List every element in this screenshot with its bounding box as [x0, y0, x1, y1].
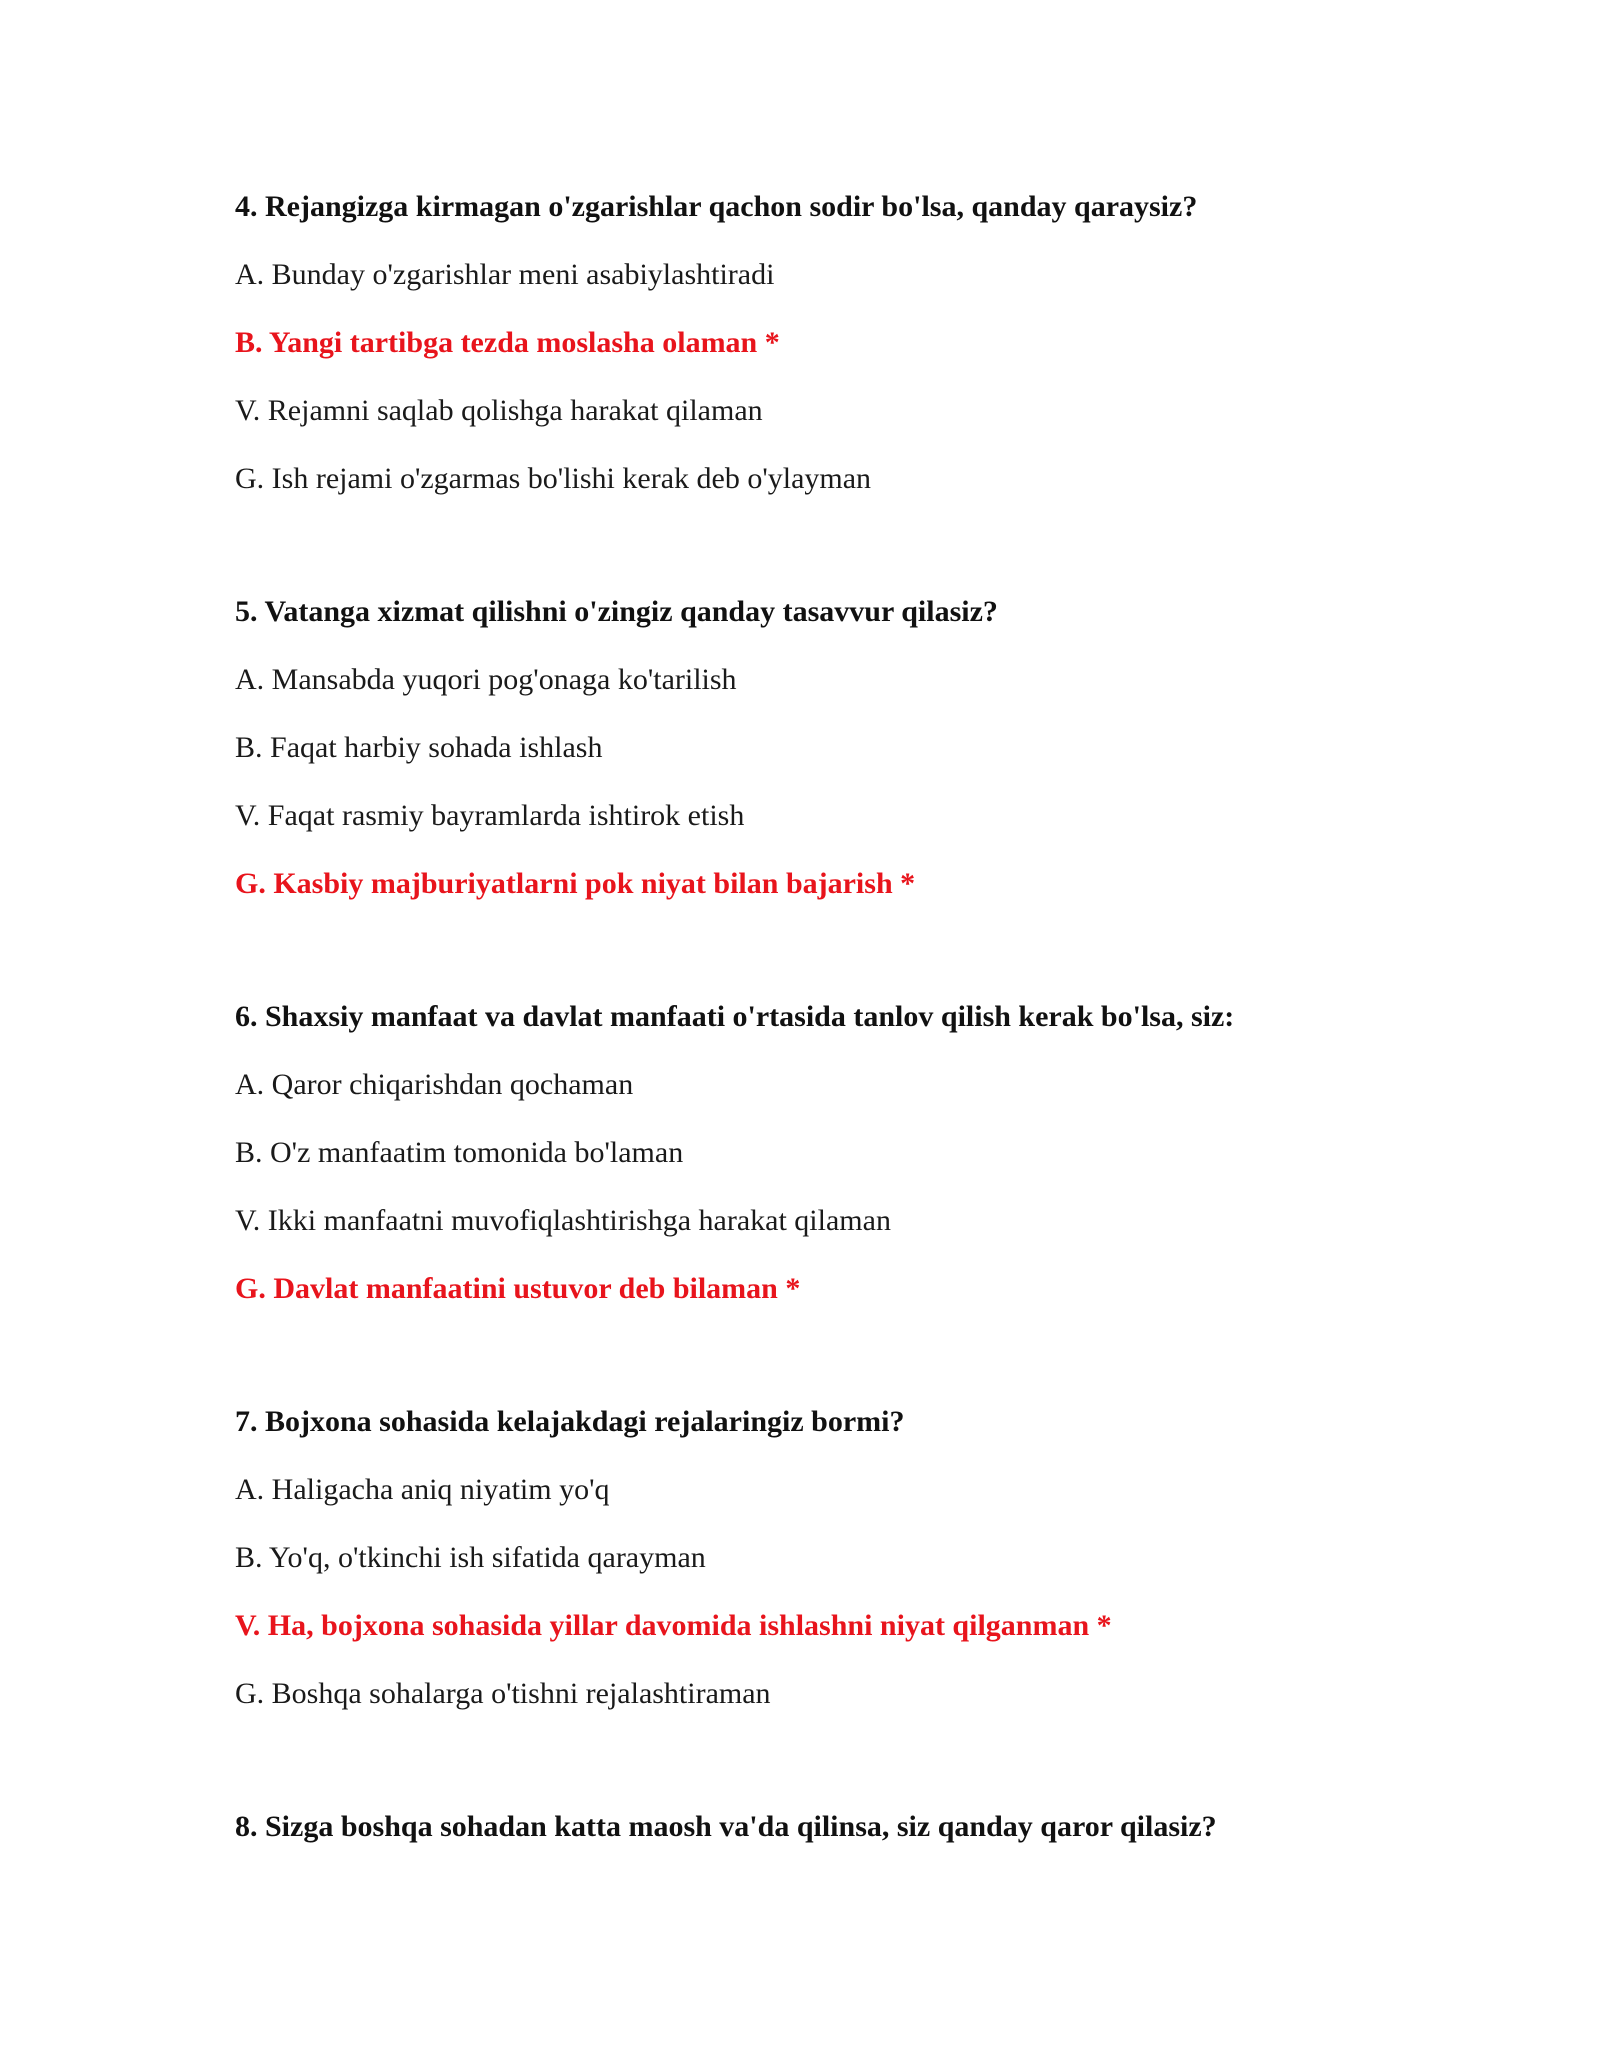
answer-option: B. Yo'q, o'tkinchi ish sifatida qarayman	[235, 1541, 706, 1574]
question-block-4	[235, 190, 1415, 530]
question-block-6	[235, 1000, 1415, 1340]
question-title: 8. Sizga boshqa sohadan katta maosh va'da qilinsa, siz qanday qaror qilasiz?	[235, 1810, 1217, 1843]
question-block-8	[235, 1810, 1415, 1878]
answer-option: A. Bunday o'zgarishlar meni asabiylashtiradi	[235, 258, 775, 291]
answer-option: G. Ish rejami o'zgarmas bo'lishi kerak deb o'ylayman	[235, 462, 872, 495]
answer-option-correct: G. Kasbiy majburiyatlarni pok niyat bilan bajarish *	[235, 867, 916, 900]
answer-option-correct: G. Davlat manfaatini ustuvor deb bilaman *	[235, 1272, 801, 1305]
answer-option: A. Qaror chiqarishdan qochaman	[235, 1068, 634, 1101]
answer-option: B. O'z manfaatim tomonida bo'laman	[235, 1136, 684, 1169]
answer-option: A. Mansabda yuqori pog'onaga ko'tarilish	[235, 663, 737, 696]
question-title: 4. Rejangizga kirmagan o'zgarishlar qachon sodir bo'lsa, qanday qaraysiz?	[235, 190, 1198, 223]
question-title: 5. Vatanga xizmat qilishni o'zingiz qanday tasavvur qilasiz?	[235, 595, 998, 628]
answer-option: A. Haligacha aniq niyatim yo'q	[235, 1473, 610, 1506]
answer-option-correct: V. Ha, bojxona sohasida yillar davomida ishlashni niyat qilganman *	[235, 1609, 1112, 1642]
question-block-7	[235, 1405, 1415, 1745]
answer-option: V. Ikki manfaatni muvofiqlashtirishga harakat qilaman	[235, 1204, 891, 1237]
answer-option: V. Rejamni saqlab qolishga harakat qilaman	[235, 394, 763, 427]
answer-option: B. Faqat harbiy sohada ishlash	[235, 731, 603, 764]
question-title: 7. Bojxona sohasida kelajakdagi rejalaringiz bormi?	[235, 1405, 905, 1438]
answer-option: G. Boshqa sohalarga o'tishni rejalashtiraman	[235, 1677, 771, 1710]
question-title: 6. Shaxsiy manfaat va davlat manfaati o'rtasida tanlov qilish kerak bo'lsa, siz:	[235, 1000, 1235, 1033]
answer-option: V. Faqat rasmiy bayramlarda ishtirok etish	[235, 799, 745, 832]
answer-option-correct: B. Yangi tartibga tezda moslasha olaman *	[235, 326, 780, 359]
question-block-5	[235, 595, 1415, 935]
